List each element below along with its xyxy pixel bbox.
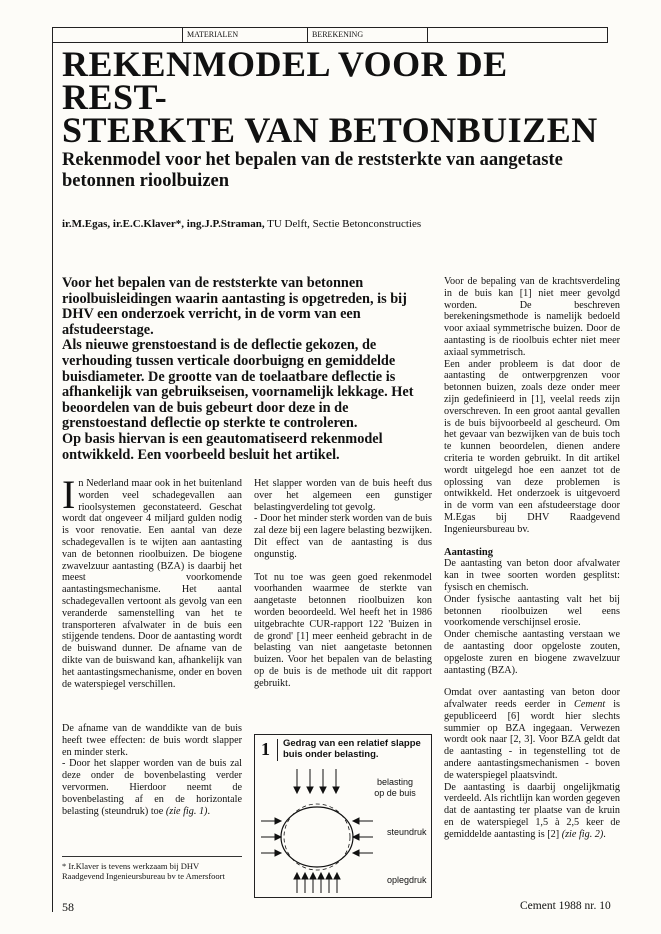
cement-reference: Cement	[574, 699, 606, 711]
col1-p3-text: - Door het slapper worden van de buis zal deze onder de bovenbelasting verder vervormen. Hierdoor neemt de bovenbelasting af en de horizontale belasting (steundruk) toe	[62, 758, 242, 817]
section-heading-aantasting: Aantasting	[444, 546, 494, 558]
col3-p1: Voor de bepaling van de krachtsverdeling in de buis kan [1] niet meer gevolgd worden. De beschreven berekeningsmethode is namelijk bedoeld voor axiaal symmetrische buizen. Door de aantasting is de rioolbuis echter niet meer axiaal symmetrisch.	[444, 276, 620, 358]
col1-p1-text: n Nederland maar ook in het buitenland worden veel schadegevallen aan rioolsystemen geconstateerd. Geschat wordt dat ongeveer 4 miljard gulden nodig is voor renovatie. Een aantal van deze schadegevallen is te wijten aan aantasting van de betonnen rioolbuizen. De biogene zwavelzuur aantasting (BZA) is daarbij het meest voorkomende aantastingsmechanisme. Het aantal schadegevallen vertoont als gevolg van een veranderde samenstelling van het te transporteren afvalwater in de buis een stijgende tendens. Door de aantasting wordt de buiswand dunner. De afname van de dikte van de buiswand kan, afhankelijk van het aantastingsmechanisme, onder en boven de waterspiegel verschillen.	[62, 478, 242, 690]
authors	[62, 218, 622, 230]
column-1	[62, 472, 242, 701]
issue-info: Cement 1988 nr. 10	[520, 900, 611, 912]
subtitle: Rekenmodel voor het bepalen van de reststerkte van aangetaste betonnen rioolbuizen	[62, 150, 563, 191]
col3-p4: Onder fysische aantasting valt het bij betonnen rioolbuizen wel eens voorkomende verschijnsel erosie.	[444, 593, 620, 629]
section-tabs	[52, 27, 608, 43]
col3-p2: Een ander probleem is dat door de aantasting de ontwerpgrenzen voor betonnen buizen, zoals deze onder meer zijn gedefinieerd in [1], veelal reeds zijn overschreven. In een groot aantal gevallen is de buis bijvoorbeeld al gescheurd. Om het gevaar van bezwijken van de buis toch te kunnen beoordelen, dienen andere criteria te worden gebruikt. In dit artikel wordt uitgelegd hoe een aanzet tot de oplossing van deze problemen is ontwikkeld. Het onderzoek is uitgevoerd in de vorm van een afstudeerstage door M.Egas bij DHV Raadgevend Ingenieursbureau bv.	[444, 358, 620, 535]
footnote: * Ir.Klaver is tevens werkzaam bij DHV Raadgevend Ingenieursbureau bv te Amersfoort	[62, 856, 242, 881]
col3-p5: Onder chemische aantasting verstaan we de aantasting door opgeloste zouten, opgeloste zuren en biogene zwavelzuur aantasting (BZA).	[444, 629, 620, 676]
tab-empty-right	[428, 28, 607, 42]
bottom-support-arrows	[294, 873, 340, 893]
col3-p6	[444, 687, 620, 781]
label-belasting	[365, 777, 425, 799]
page-number: 58	[62, 900, 74, 914]
author-names: ir.M.Egas, ir.E.C.Klaver*, ing.J.P.Straman,	[62, 218, 265, 230]
figure-number-rule	[277, 739, 278, 761]
fig2-reference: (zie fig. 2)	[561, 828, 604, 840]
label-belasting-line-2: op de buis	[374, 788, 416, 798]
col1-p1	[62, 472, 242, 690]
col1-p3-end: .	[207, 805, 210, 817]
column-1-lower	[62, 723, 242, 828]
frame-rule-left	[52, 42, 53, 912]
tab-materialen: MATERIALEN	[183, 28, 308, 42]
column-3	[444, 276, 620, 852]
tab-berekening: BEREKENING	[308, 28, 428, 42]
col3-p6-text: Omdat over aantasting van beton door afvalwater reeds eerder in	[444, 687, 620, 711]
frame-rule-top	[52, 42, 606, 43]
headline	[62, 44, 622, 150]
col3-p3: De aantasting van beton door afvalwater kan in twee soorten worden gesplitst: fysisch en chemisch.	[444, 558, 620, 593]
headline-line-2: STERKTE VAN BETONBUIZEN	[62, 110, 598, 150]
col1-p3	[62, 758, 242, 817]
top-load-arrows	[294, 769, 339, 793]
col3-p7	[444, 782, 620, 841]
author-affiliation: TU Delft, Sectie Betonconstructies	[264, 218, 422, 230]
tab-empty-left	[53, 28, 183, 42]
column-2	[254, 478, 432, 701]
headline-line-1: REKENMODEL VOOR DE REST-	[62, 44, 508, 117]
lead-p3: Op basis hiervan is een geautomatiseerd rekenmodel ontwikkeld. Een voorbeeld besluit het artikel.	[62, 430, 383, 463]
label-oplegdruk: oplegdruk	[387, 875, 427, 885]
label-belasting-line-1: belasting	[376, 777, 414, 787]
col2-p3: Tot nu toe was geen goed rekenmodel voorhanden waarmee de sterkte van aangetaste betonnen rioolbuizen kon worden beoordeeld. Wel heeft het in 1986 uitgebrachte CUR-rapport 122 'Buizen in de grond' [1] meer eenheid gebracht in de belasting van niet aangetaste betonnen buizen. Voor het bepalen van de belasting op de buis is de methode uit dit rapport gebruikt.	[254, 571, 432, 689]
label-steundruk: steundruk	[387, 827, 427, 837]
figure-number: 1	[261, 739, 270, 759]
dropcap: I	[62, 472, 76, 517]
lead-paragraph	[62, 276, 424, 463]
lead-p2: Als nieuwe grenstoestand is de deflectie gekozen, de verhouding tussen verticale doorbuigng en gemiddelde buisdiameter. De grootte van de toelaatbare deflectie is afhankelijk van gebruikseisen, voornamelijk lekkage. Het beoordelen van de buis gebeurt door deze in de grenstoestand deflectie op sterkte te controleren.	[62, 337, 414, 432]
figure-1	[254, 734, 432, 898]
col3-p7-end: .	[603, 828, 606, 840]
col3-p6-end: is gepubliceerd [6] wordt hier slechts summier op BZA ingegaan. Verwezen wordt ook naar [2, 3]. Voor BZA geldt dat de aantasting - in tegenstelling tot de andere aantastingsmechanismen - boven de waterspiegel plaatsvindt.	[444, 699, 620, 781]
col2-p1: Het slapper worden van de buis heeft dus over het algemeen een gunstiger belastingverdeling tot gevolg.	[254, 478, 432, 513]
steundruk-arrows	[261, 818, 373, 856]
figure-title: Gedrag van een relatief slappe buis onder belasting.	[283, 738, 421, 760]
lead-p1: Voor het bepalen van de reststerkte van betonnen rioolbuisleidingen waarin aantasting is opgetreden, is bij DHV een onderzoek verricht, in de vorm van een afstudeerstage.	[62, 275, 407, 338]
col3-p7-text: De aantasting is daarbij ongelijkmatig verdeeld. Als richtlijn kan worden gegeven dat de aantasting ter plaatse van de kruin en de waterspiegel 1,5 à 2,5 keer de gemiddelde aantasting is [2]	[444, 781, 620, 840]
col1-p2: De afname van de wanddikte van de buis heeft twee effecten: de buis wordt slapper en minder sterk.	[62, 723, 242, 758]
col2-p2: - Door het minder sterk worden van de buis zal deze bij een lagere belasting bezwijken. Dit effect van de aantasting is dus ongunstig.	[254, 513, 432, 560]
fig1-reference: (zie fig. 1)	[165, 805, 208, 817]
